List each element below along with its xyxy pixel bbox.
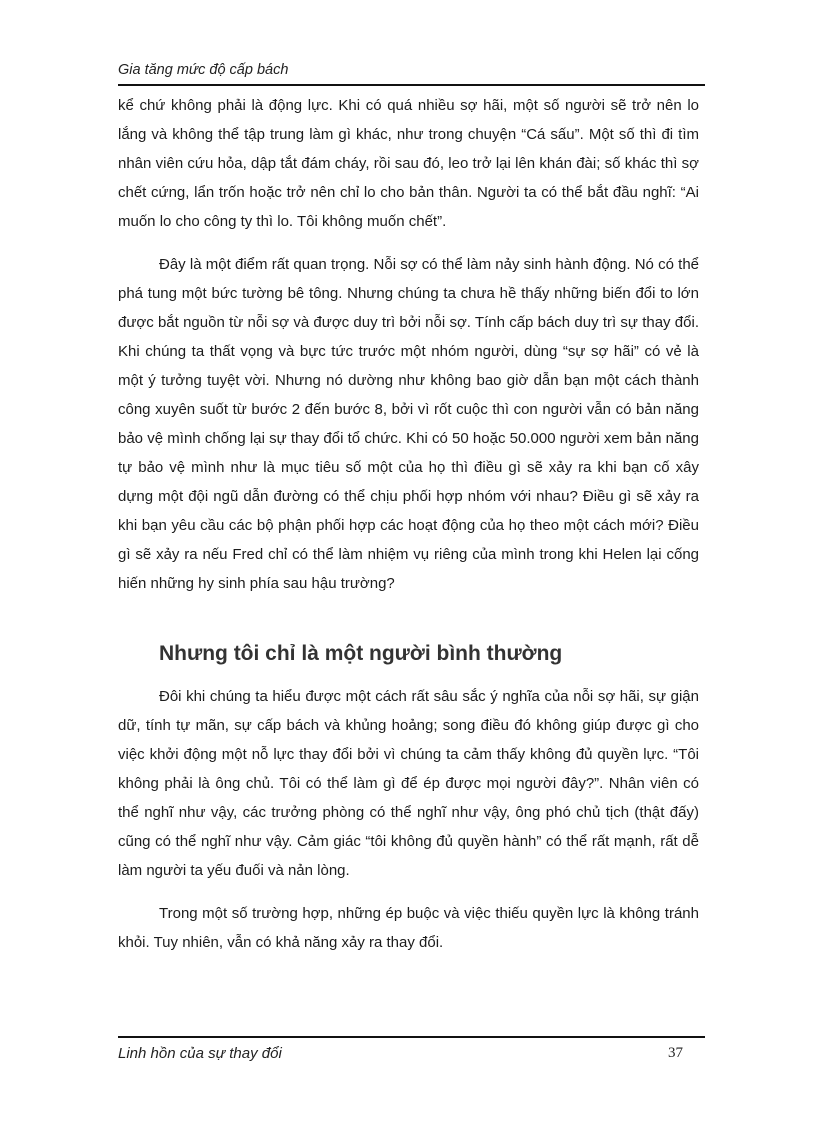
body-paragraph: Đôi khi chúng ta hiểu được một cách rất sâu sắc ý nghĩa của nỗi sợ hãi, sự giận dữ, tính tự mãn, sự cấp bách và khủng hoảng; song điều đó không giúp được gì cho việc khởi động một nỗ lực thay đổi bởi vì chúng ta cảm thấy không đủ quyền lực. “Tôi không phải là ông chủ. Tôi có thể làm gì để ép được mọi người đây?”. Nhân viên có thể nghĩ như vậy, các trưởng phòng có thể nghĩ như vậy, ông phó chủ tịch (thật đấy) cũng có thể nghĩ như vậy. Cảm giác “tôi không đủ quyền hành” có thể rất mạnh, rất dễ làm người ta yếu đuối và nản lòng.: [118, 688, 699, 879]
footer-rule: [118, 1036, 705, 1038]
running-header: Gia tăng mức độ cấp bách: [118, 62, 289, 78]
footer-book-title: Linh hồn của sự thay đổi: [118, 1045, 282, 1062]
body-paragraph: Trong một số trường hợp, những ép buộc và việc thiếu quyền lực là không tránh khỏi. Tuy nhiên, vẫn có khả năng xảy ra thay đổi.: [118, 905, 699, 951]
page-number: 37: [668, 1045, 683, 1061]
document-page: [118, 0, 705, 1123]
section-heading: Nhưng tôi chỉ là một người bình thường: [159, 642, 563, 665]
page-body: [118, 91, 699, 971]
header-rule: [118, 84, 705, 86]
body-paragraph: kể chứ không phải là động lực. Khi có quá nhiều sợ hãi, một số người sẽ trở nên lo lắng và không thể tập trung làm gì khác, như trong chuyện “Cá sấu”. Một số thì đi tìm nhân viên cứu hỏa, dập tắt đám cháy, rồi sau đó, leo trở lại lên khán đài; số khác thì sợ chết cứng, lẩn trốn hoặc trở nên chỉ lo cho bản thân. Người ta có thể bắt đầu nghĩ: “Ai muốn lo cho công ty thì lo. Tôi không muốn chết”.: [118, 97, 699, 230]
body-paragraph: Đây là một điểm rất quan trọng. Nỗi sợ có thể làm nảy sinh hành động. Nó có thể phá tung một bức tường bê tông. Nhưng chúng ta chưa hề thấy những biến đổi to lớn được bắt nguồn từ nỗi sợ và được duy trì bởi nỗi sợ. Tính cấp bách duy trì sự thay đổi. Khi chúng ta thất vọng và bực tức trước một nhóm người, dùng “sự sợ hãi” có vẻ là một ý tưởng tuyệt vời. Nhưng nó dường như không bao giờ dẫn bạn một cách thành công xuyên suốt từ bước 2 đến bước 8, bởi vì rốt cuộc thì con người vẫn có bản năng bảo vệ mình chống lại sự thay đổi tổ chức. Khi có 50 hoặc 50.000 người xem bản năng tự bảo vệ mình như là mục tiêu số một của họ thì điều gì sẽ xảy ra khi bạn cố xây dựng một đội ngũ dẫn đường có thể chịu phối hợp nhóm với nhau? Điều gì sẽ xảy ra khi bạn yêu cầu các bộ phận phối hợp các hoạt động của họ theo một cách mới? Điều gì sẽ xảy ra nếu Fred chỉ có thể làm nhiệm vụ riêng của mình trong khi Helen lại cống hiến những hy sinh phía sau hậu trường?: [118, 256, 699, 592]
